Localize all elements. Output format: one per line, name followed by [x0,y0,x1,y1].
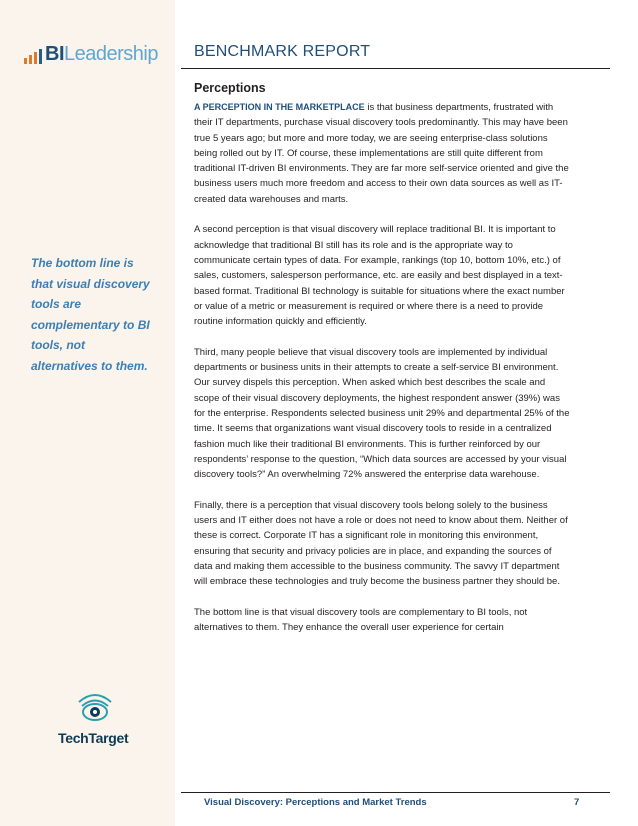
pull-quote: The bottom line is that visual discovery tools are complementary to BI tools, not alternatives to them. [31,256,150,373]
paragraph-5: The bottom line is that visual discovery tools are complementary to BI tools, not alternatives to them. They enhance the overall user experience for certain [194,606,528,634]
main-content [194,80,572,651]
paragraph-1 [194,100,572,207]
paragraph-1-lead-in: A PERCEPTION IN THE MARKETPLACE [194,102,365,112]
footer-title: Visual Discovery: Perceptions and Market Trends [204,797,427,808]
logo-leadership-text: Leadership [64,43,158,65]
eye-icon [76,690,114,726]
section-heading: Perceptions [194,81,266,95]
paragraph-1-body: is that business departments, frustrated with their IT departments, purchase visual discovery tools predominantly. This may have been true 5 years ago; but more and more today, we are seeing enterprise-class solutions being rolled out by IT. Of course, these implementations are still quite different from traditional IT-driven BI environments. They are far more self-service oriented and give the business users much more freedom and access to their own data sources as well as IT-created data warehouses and marts. [194,102,569,205]
logo-bi-text: BI [45,43,64,65]
paragraph-4: Finally, there is a perception that visual discovery tools belong solely to the business users and IT either does not have a role or does not need to know about them. Neither of these is correct. Corporate IT has a significant role in monitoring this environment, ensuring that security and privacy policies are in place, and expanding the sources of data and making them accessible to the business community. The savvy IT department will embrace these technologies and truly become the business partner they should be. [194,499,568,588]
techtarget-wordmark: TechTarget [58,730,129,746]
header-divider [181,68,610,69]
bar-chart-icon [24,46,42,64]
report-title: BENCHMARK REPORT [194,43,371,60]
sidebar [0,0,175,826]
bi-leadership-logo [24,40,158,64]
page-number: 7 [574,797,580,808]
paragraph-2: A second perception is that visual discovery will replace traditional BI. It is important to acknowledge that traditional BI still has its role and is the appropriate way to communicate certain types of data. For example, rankings (top 10, bottom 10%, etc.) of sales, customers, salesperson performance, etc. are easily and best displayed in a text-based format. Traditional BI technology is suitable for situations where the exact number or value of a metric or measurement is required or where there is a need to provide routine information quickly and efficiently. [194,224,565,328]
techtarget-logo [50,690,140,760]
footer-divider [181,792,610,793]
paragraph-3: Third, many people believe that visual discovery tools are implemented by individual departments or business units in their attempts to create a self-service BI environment. Our survey dispels this perception. When asked which best describes the scale and scope of their visual discovery deployments, the highest respondent answer (39%) was for the enterprise. Respondents selected business unit 29% and departmental 25% of the time. It seems that organizations want visual discovery tools to reside in a centralized fashion much like their traditional BI environments. This is further reinforced by our respondents’ response to the question, “Which data sources are accessed by your visual discovery tools?” An overwhelming 72% answered the enterprise data warehouse. [194,346,570,481]
